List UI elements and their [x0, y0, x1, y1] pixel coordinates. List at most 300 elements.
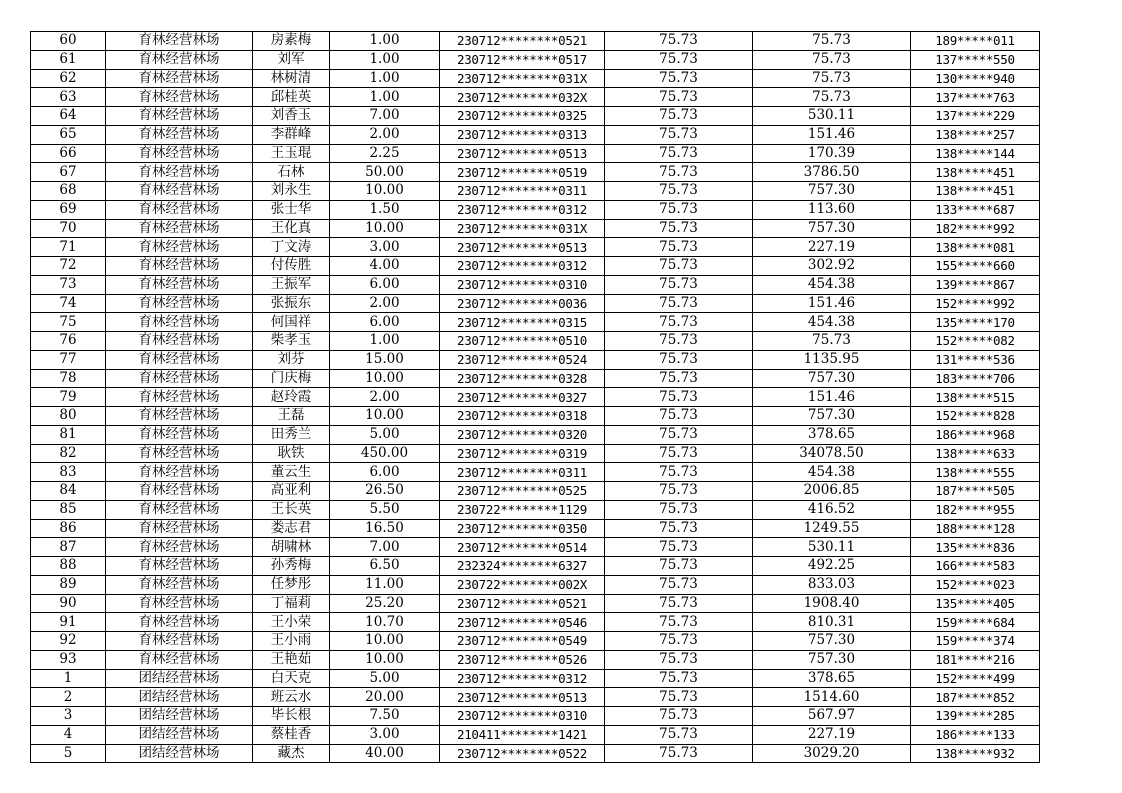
cell-amount: 416.52: [753, 500, 911, 519]
cell-rate: 75.73: [605, 500, 753, 519]
cell-unit: 育林经营林场: [106, 519, 253, 538]
cell-area: 2.25: [330, 144, 440, 163]
cell-amount: 454.38: [753, 463, 911, 482]
cell-area: 3.00: [330, 238, 440, 257]
cell-area: 40.00: [330, 744, 440, 763]
cell-amount: 833.03: [753, 575, 911, 594]
cell-area: 10.00: [330, 650, 440, 669]
cell-name: 刘香玉: [253, 107, 330, 126]
cell-phone: 159*****684: [911, 613, 1040, 632]
table-row: [31, 463, 1040, 482]
cell-name: 任梦彤: [253, 575, 330, 594]
cell-rate: 75.73: [605, 313, 753, 332]
cell-id-number: 230712********0524: [440, 350, 605, 369]
cell-name: 王振军: [253, 275, 330, 294]
cell-rate: 75.73: [605, 125, 753, 144]
cell-name: 邱桂英: [253, 88, 330, 107]
cell-area: 25.20: [330, 594, 440, 613]
cell-name: 毕长根: [253, 707, 330, 726]
cell-rate: 75.73: [605, 332, 753, 351]
cell-phone: 137*****550: [911, 50, 1040, 69]
cell-phone: 187*****505: [911, 482, 1040, 501]
cell-area: 26.50: [330, 482, 440, 501]
cell-name: 王磊: [253, 407, 330, 426]
cell-unit: 育林经营林场: [106, 294, 253, 313]
table-row: [31, 388, 1040, 407]
cell-id-number: 230712********0327: [440, 388, 605, 407]
cell-rate: 75.73: [605, 707, 753, 726]
cell-id-number: 230712********0312: [440, 200, 605, 219]
cell-area: 50.00: [330, 163, 440, 182]
cell-amount: 757.30: [753, 182, 911, 201]
table-row: [31, 707, 1040, 726]
cell-phone: 189*****011: [911, 32, 1040, 51]
cell-unit: 团结经营林场: [106, 725, 253, 744]
cell-id-number: 230712********0546: [440, 613, 605, 632]
cell-id-number: 230712********032X: [440, 88, 605, 107]
cell-name: 付传胜: [253, 257, 330, 276]
cell-seq: 71: [31, 238, 106, 257]
cell-seq: 87: [31, 538, 106, 557]
cell-id-number: 230712********0521: [440, 32, 605, 51]
cell-unit: 育林经营林场: [106, 538, 253, 557]
cell-phone: 138*****144: [911, 144, 1040, 163]
cell-name: 张士华: [253, 200, 330, 219]
cell-seq: 88: [31, 557, 106, 576]
cell-area: 10.00: [330, 219, 440, 238]
cell-amount: 757.30: [753, 369, 911, 388]
cell-name: 丁福莉: [253, 594, 330, 613]
cell-area: 11.00: [330, 575, 440, 594]
cell-name: 王化真: [253, 219, 330, 238]
cell-rate: 75.73: [605, 350, 753, 369]
cell-seq: 85: [31, 500, 106, 519]
cell-phone: 183*****706: [911, 369, 1040, 388]
cell-unit: 育林经营林场: [106, 125, 253, 144]
cell-id-number: 232324********6327: [440, 557, 605, 576]
cell-unit: 育林经营林场: [106, 163, 253, 182]
cell-id-number: 230712********0510: [440, 332, 605, 351]
cell-rate: 75.73: [605, 163, 753, 182]
cell-unit: 育林经营林场: [106, 650, 253, 669]
cell-area: 1.00: [330, 69, 440, 88]
cell-amount: 530.11: [753, 538, 911, 557]
data-table: [30, 31, 1040, 763]
cell-id-number: 230712********0318: [440, 407, 605, 426]
cell-rate: 75.73: [605, 688, 753, 707]
cell-unit: 育林经营林场: [106, 144, 253, 163]
cell-unit: 育林经营林场: [106, 32, 253, 51]
cell-seq: 63: [31, 88, 106, 107]
cell-seq: 4: [31, 725, 106, 744]
cell-unit: 团结经营林场: [106, 688, 253, 707]
cell-phone: 159*****374: [911, 632, 1040, 651]
cell-seq: 65: [31, 125, 106, 144]
cell-unit: 育林经营林场: [106, 575, 253, 594]
cell-phone: 138*****451: [911, 163, 1040, 182]
cell-area: 450.00: [330, 444, 440, 463]
cell-seq: 2: [31, 688, 106, 707]
cell-rate: 75.73: [605, 575, 753, 594]
table-row: [31, 632, 1040, 651]
cell-id-number: 230722********002X: [440, 575, 605, 594]
cell-seq: 64: [31, 107, 106, 126]
cell-phone: 137*****229: [911, 107, 1040, 126]
table-row: [31, 500, 1040, 519]
cell-seq: 76: [31, 332, 106, 351]
table-row: [31, 219, 1040, 238]
cell-rate: 75.73: [605, 444, 753, 463]
cell-unit: 育林经营林场: [106, 482, 253, 501]
table-row: [31, 144, 1040, 163]
cell-id-number: 230712********0514: [440, 538, 605, 557]
table-row: [31, 332, 1040, 351]
table-row: [31, 650, 1040, 669]
cell-id-number: 230712********0549: [440, 632, 605, 651]
table-row: [31, 519, 1040, 538]
cell-phone: 138*****932: [911, 744, 1040, 763]
table-row: [31, 313, 1040, 332]
cell-amount: 378.65: [753, 669, 911, 688]
cell-seq: 86: [31, 519, 106, 538]
cell-name: 王小荣: [253, 613, 330, 632]
cell-seq: 68: [31, 182, 106, 201]
cell-unit: 团结经营林场: [106, 744, 253, 763]
cell-area: 7.00: [330, 538, 440, 557]
cell-rate: 75.73: [605, 275, 753, 294]
cell-amount: 2006.85: [753, 482, 911, 501]
cell-phone: 152*****023: [911, 575, 1040, 594]
cell-name: 田秀兰: [253, 425, 330, 444]
cell-rate: 75.73: [605, 538, 753, 557]
table-row: [31, 69, 1040, 88]
table-row: [31, 688, 1040, 707]
cell-name: 柴孝玉: [253, 332, 330, 351]
cell-area: 1.00: [330, 50, 440, 69]
cell-area: 6.00: [330, 463, 440, 482]
cell-seq: 74: [31, 294, 106, 313]
cell-seq: 61: [31, 50, 106, 69]
cell-rate: 75.73: [605, 219, 753, 238]
cell-amount: 151.46: [753, 294, 911, 313]
cell-amount: 75.73: [753, 332, 911, 351]
cell-id-number: 230712********0513: [440, 144, 605, 163]
cell-seq: 66: [31, 144, 106, 163]
cell-phone: 152*****082: [911, 332, 1040, 351]
cell-id-number: 230712********0313: [440, 125, 605, 144]
cell-amount: 75.73: [753, 69, 911, 88]
cell-id-number: 230712********0519: [440, 163, 605, 182]
cell-amount: 454.38: [753, 313, 911, 332]
cell-area: 5.00: [330, 669, 440, 688]
cell-rate: 75.73: [605, 463, 753, 482]
cell-id-number: 230722********1129: [440, 500, 605, 519]
table-row: [31, 444, 1040, 463]
cell-area: 6.50: [330, 557, 440, 576]
cell-seq: 81: [31, 425, 106, 444]
cell-unit: 育林经营林场: [106, 594, 253, 613]
cell-seq: 72: [31, 257, 106, 276]
cell-rate: 75.73: [605, 238, 753, 257]
cell-rate: 75.73: [605, 50, 753, 69]
cell-seq: 79: [31, 388, 106, 407]
cell-amount: 757.30: [753, 632, 911, 651]
cell-phone: 155*****660: [911, 257, 1040, 276]
table-row: [31, 182, 1040, 201]
cell-id-number: 230712********0526: [440, 650, 605, 669]
cell-seq: 89: [31, 575, 106, 594]
cell-id-number: 230712********0320: [440, 425, 605, 444]
cell-amount: 454.38: [753, 275, 911, 294]
table-row: [31, 200, 1040, 219]
cell-area: 3.00: [330, 725, 440, 744]
cell-amount: 810.31: [753, 613, 911, 632]
cell-name: 张振东: [253, 294, 330, 313]
cell-area: 10.00: [330, 632, 440, 651]
cell-phone: 139*****285: [911, 707, 1040, 726]
cell-unit: 育林经营林场: [106, 369, 253, 388]
cell-seq: 67: [31, 163, 106, 182]
cell-phone: 138*****515: [911, 388, 1040, 407]
cell-name: 董云生: [253, 463, 330, 482]
cell-seq: 82: [31, 444, 106, 463]
cell-phone: 182*****955: [911, 500, 1040, 519]
cell-name: 娄志君: [253, 519, 330, 538]
table-row: [31, 125, 1040, 144]
cell-amount: 170.39: [753, 144, 911, 163]
cell-amount: 1514.60: [753, 688, 911, 707]
cell-area: 1.00: [330, 88, 440, 107]
cell-area: 1.50: [330, 200, 440, 219]
cell-rate: 75.73: [605, 669, 753, 688]
cell-area: 2.00: [330, 388, 440, 407]
cell-unit: 育林经营林场: [106, 613, 253, 632]
cell-amount: 227.19: [753, 238, 911, 257]
table-row: [31, 294, 1040, 313]
cell-phone: 135*****836: [911, 538, 1040, 557]
cell-phone: 137*****763: [911, 88, 1040, 107]
cell-area: 6.00: [330, 275, 440, 294]
cell-phone: 135*****170: [911, 313, 1040, 332]
cell-amount: 151.46: [753, 125, 911, 144]
cell-amount: 567.97: [753, 707, 911, 726]
cell-rate: 75.73: [605, 482, 753, 501]
cell-amount: 34078.50: [753, 444, 911, 463]
cell-amount: 757.30: [753, 407, 911, 426]
cell-area: 10.00: [330, 369, 440, 388]
cell-phone: 133*****687: [911, 200, 1040, 219]
cell-amount: 1135.95: [753, 350, 911, 369]
table-row: [31, 425, 1040, 444]
table-row: [31, 482, 1040, 501]
cell-unit: 育林经营林场: [106, 200, 253, 219]
cell-unit: 育林经营林场: [106, 500, 253, 519]
cell-name: 蔡桂香: [253, 725, 330, 744]
table-row: [31, 275, 1040, 294]
cell-rate: 75.73: [605, 107, 753, 126]
cell-rate: 75.73: [605, 425, 753, 444]
cell-name: 王长英: [253, 500, 330, 519]
cell-name: 王小雨: [253, 632, 330, 651]
cell-phone: 186*****133: [911, 725, 1040, 744]
cell-area: 7.00: [330, 107, 440, 126]
table-row: [31, 350, 1040, 369]
cell-name: 藏杰: [253, 744, 330, 763]
cell-rate: 75.73: [605, 144, 753, 163]
cell-unit: 育林经营林场: [106, 332, 253, 351]
cell-name: 白天克: [253, 669, 330, 688]
cell-name: 刘芬: [253, 350, 330, 369]
cell-rate: 75.73: [605, 594, 753, 613]
cell-id-number: 230712********0513: [440, 688, 605, 707]
cell-seq: 90: [31, 594, 106, 613]
table-row: [31, 575, 1040, 594]
cell-unit: 育林经营林场: [106, 425, 253, 444]
cell-amount: 113.60: [753, 200, 911, 219]
cell-unit: 育林经营林场: [106, 238, 253, 257]
cell-name: 赵玲霞: [253, 388, 330, 407]
cell-phone: 152*****499: [911, 669, 1040, 688]
cell-name: 丁文涛: [253, 238, 330, 257]
cell-area: 4.00: [330, 257, 440, 276]
cell-seq: 73: [31, 275, 106, 294]
cell-id-number: 230712********0319: [440, 444, 605, 463]
cell-seq: 77: [31, 350, 106, 369]
cell-seq: 69: [31, 200, 106, 219]
cell-seq: 83: [31, 463, 106, 482]
cell-phone: 138*****257: [911, 125, 1040, 144]
cell-phone: 181*****216: [911, 650, 1040, 669]
cell-id-number: 230712********0315: [440, 313, 605, 332]
cell-id-number: 230712********0517: [440, 50, 605, 69]
cell-unit: 育林经营林场: [106, 107, 253, 126]
cell-name: 王艳茹: [253, 650, 330, 669]
cell-seq: 1: [31, 669, 106, 688]
cell-name: 刘永生: [253, 182, 330, 201]
cell-area: 16.50: [330, 519, 440, 538]
cell-name: 班云水: [253, 688, 330, 707]
table-row: [31, 163, 1040, 182]
cell-id-number: 230712********0310: [440, 275, 605, 294]
cell-amount: 492.25: [753, 557, 911, 576]
table-row: [31, 594, 1040, 613]
cell-id-number: 230712********0036: [440, 294, 605, 313]
cell-id-number: 230712********0525: [440, 482, 605, 501]
cell-amount: 3029.20: [753, 744, 911, 763]
cell-unit: 团结经营林场: [106, 669, 253, 688]
cell-rate: 75.73: [605, 725, 753, 744]
cell-rate: 75.73: [605, 407, 753, 426]
cell-id-number: 230712********0513: [440, 238, 605, 257]
cell-unit: 育林经营林场: [106, 88, 253, 107]
cell-id-number: 230712********0522: [440, 744, 605, 763]
cell-rate: 75.73: [605, 369, 753, 388]
cell-phone: 152*****992: [911, 294, 1040, 313]
table-row: [31, 257, 1040, 276]
cell-rate: 75.73: [605, 257, 753, 276]
table-row: [31, 557, 1040, 576]
cell-id-number: 230712********0312: [440, 669, 605, 688]
cell-area: 5.50: [330, 500, 440, 519]
cell-seq: 84: [31, 482, 106, 501]
cell-area: 2.00: [330, 125, 440, 144]
cell-id-number: 230712********0312: [440, 257, 605, 276]
cell-id-number: 230712********031X: [440, 69, 605, 88]
cell-name: 孙秀梅: [253, 557, 330, 576]
cell-name: 胡啸林: [253, 538, 330, 557]
cell-unit: 育林经营林场: [106, 257, 253, 276]
cell-name: 门庆梅: [253, 369, 330, 388]
cell-seq: 92: [31, 632, 106, 651]
cell-rate: 75.73: [605, 294, 753, 313]
cell-phone: 135*****405: [911, 594, 1040, 613]
cell-name: 高亚利: [253, 482, 330, 501]
cell-seq: 93: [31, 650, 106, 669]
table-row: [31, 88, 1040, 107]
cell-rate: 75.73: [605, 88, 753, 107]
cell-id-number: 230712********0310: [440, 707, 605, 726]
cell-rate: 75.73: [605, 388, 753, 407]
cell-amount: 757.30: [753, 219, 911, 238]
cell-seq: 78: [31, 369, 106, 388]
cell-name: 王玉琨: [253, 144, 330, 163]
cell-area: 1.00: [330, 32, 440, 51]
cell-area: 15.00: [330, 350, 440, 369]
table-row: [31, 744, 1040, 763]
cell-unit: 育林经营林场: [106, 632, 253, 651]
cell-area: 10.70: [330, 613, 440, 632]
cell-unit: 育林经营林场: [106, 50, 253, 69]
cell-phone: 139*****867: [911, 275, 1040, 294]
cell-rate: 75.73: [605, 32, 753, 51]
cell-id-number: 230712********0350: [440, 519, 605, 538]
cell-name: 何国祥: [253, 313, 330, 332]
cell-unit: 育林经营林场: [106, 463, 253, 482]
cell-amount: 757.30: [753, 650, 911, 669]
cell-unit: 育林经营林场: [106, 69, 253, 88]
table-row: [31, 538, 1040, 557]
cell-rate: 75.73: [605, 200, 753, 219]
cell-area: 6.00: [330, 313, 440, 332]
table-row: [31, 407, 1040, 426]
cell-amount: 151.46: [753, 388, 911, 407]
table-row: [31, 107, 1040, 126]
table-row: [31, 369, 1040, 388]
cell-seq: 3: [31, 707, 106, 726]
cell-unit: 团结经营林场: [106, 707, 253, 726]
cell-name: 刘军: [253, 50, 330, 69]
cell-rate: 75.73: [605, 182, 753, 201]
cell-amount: 302.92: [753, 257, 911, 276]
cell-phone: 166*****583: [911, 557, 1040, 576]
cell-phone: 187*****852: [911, 688, 1040, 707]
cell-id-number: 230712********0328: [440, 369, 605, 388]
cell-amount: 75.73: [753, 88, 911, 107]
cell-seq: 70: [31, 219, 106, 238]
table-row: [31, 725, 1040, 744]
cell-seq: 5: [31, 744, 106, 763]
cell-amount: 75.73: [753, 32, 911, 51]
table-row: [31, 238, 1040, 257]
cell-name: 李群峰: [253, 125, 330, 144]
cell-amount: 1908.40: [753, 594, 911, 613]
cell-name: 耿铁: [253, 444, 330, 463]
cell-phone: 138*****633: [911, 444, 1040, 463]
cell-amount: 227.19: [753, 725, 911, 744]
cell-id-number: 230712********0311: [440, 463, 605, 482]
cell-unit: 育林经营林场: [106, 182, 253, 201]
cell-unit: 育林经营林场: [106, 388, 253, 407]
